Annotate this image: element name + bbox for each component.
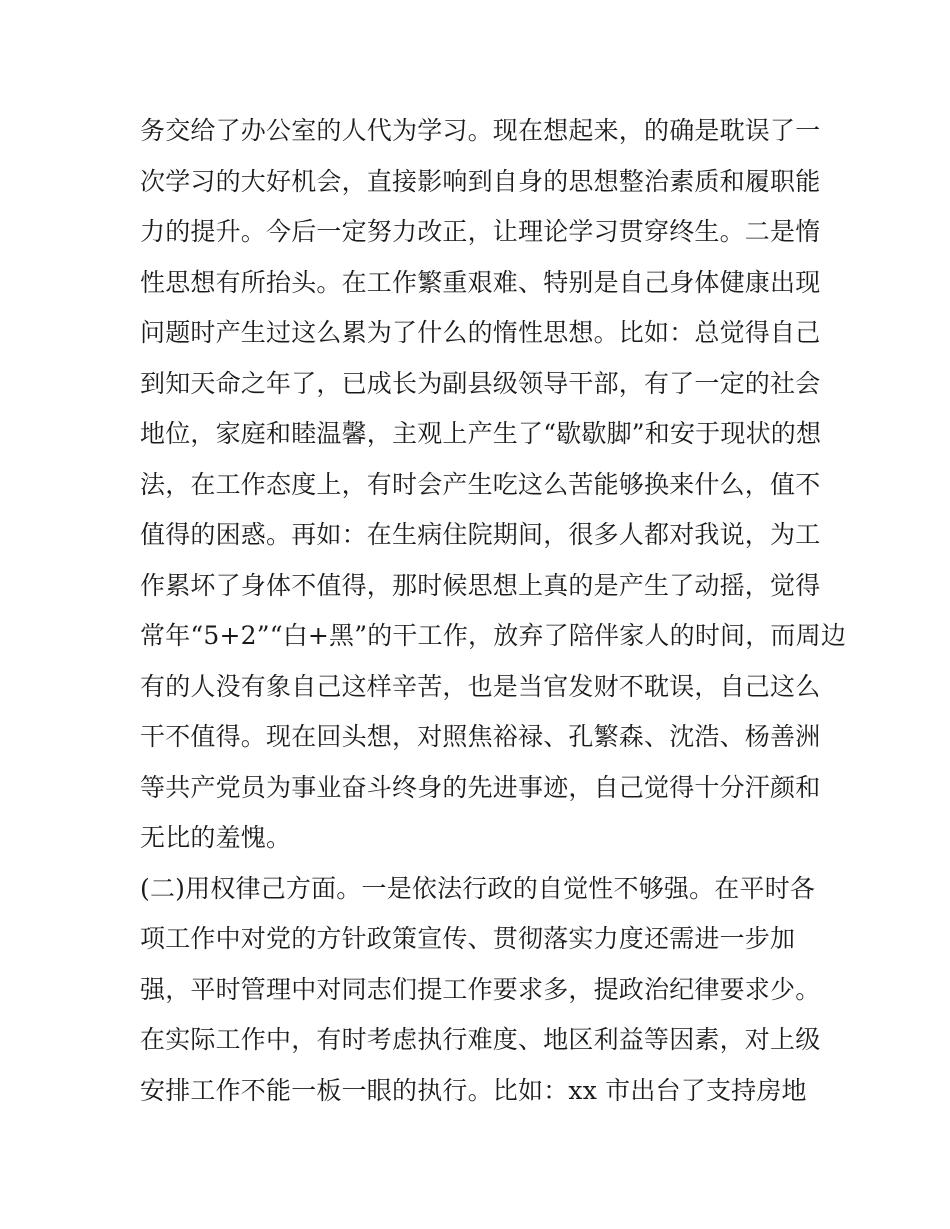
text-line: 值得的困惑。再如：在生病住院期间，很多人都对我说，为工 (140, 520, 821, 549)
section-heading-line: (二)用权律己方面。一是依法行政的自觉性不够强。在平时各 (140, 873, 816, 903)
text-line: 项工作中对党的方针政策宣传、贯彻落实力度还需进一步加 (140, 924, 796, 953)
text-line: 强，平时管理中对同志们提工作要求多，提政治纪律要求少。 (140, 974, 821, 1004)
text-line: 力的提升。今后一定努力改正，让理论学习贯穿终生。二是惰 (140, 217, 821, 246)
text-line: 性思想有所抬头。在工作繁重艰难、特别是自己身体健康出现 (140, 267, 821, 297)
text-line: 等共产党员为事业奋斗终身的先进事迹，自己觉得十分汗颜和 (140, 772, 821, 802)
text-line: 常年“5+2”“白+黑”的干工作，放弃了陪伴家人的时间，而周边 (140, 621, 847, 650)
text-line: 法，在工作态度上，有时会产生吃这么苦能够换来什么，值不 (140, 469, 821, 499)
text-line: 在实际工作中，有时考虑执行难度、地区利益等因素，对上级 (140, 1025, 821, 1054)
text-line: 到知天命之年了，已成长为副县级领导干部，有了一定的社会 (140, 368, 821, 398)
text-line: 无比的羞愧。 (140, 823, 292, 852)
text-line: 安排工作不能一板一眼的执行。比如：xx 市出台了支持房地 (140, 1075, 807, 1105)
text-line: 干不值得。现在回头想，对照焦裕禄、孔繁森、沈浩、杨善洲 (140, 722, 821, 751)
text-line: 地位，家庭和睦温馨，主观上产生了“歇歇脚”和安于现状的想 (140, 419, 822, 448)
body-text (140, 106, 847, 1116)
text-line: 次学习的大好机会，直接影响到自身的思想整治素质和履职能 (140, 166, 821, 196)
text-line: 作累坏了身体不值得，那时候思想上真的是产生了动摇，觉得 (140, 570, 821, 600)
text-line: 务交给了办公室的人代为学习。现在想起来，的确是耽误了一 (140, 116, 821, 145)
text-line: 有的人没有象自己这样辛苦，也是当官发财不耽误，自己这么 (140, 671, 821, 701)
text-line: 问题时产生过这么累为了什么的惰性思想。比如：总觉得自己 (140, 318, 821, 347)
